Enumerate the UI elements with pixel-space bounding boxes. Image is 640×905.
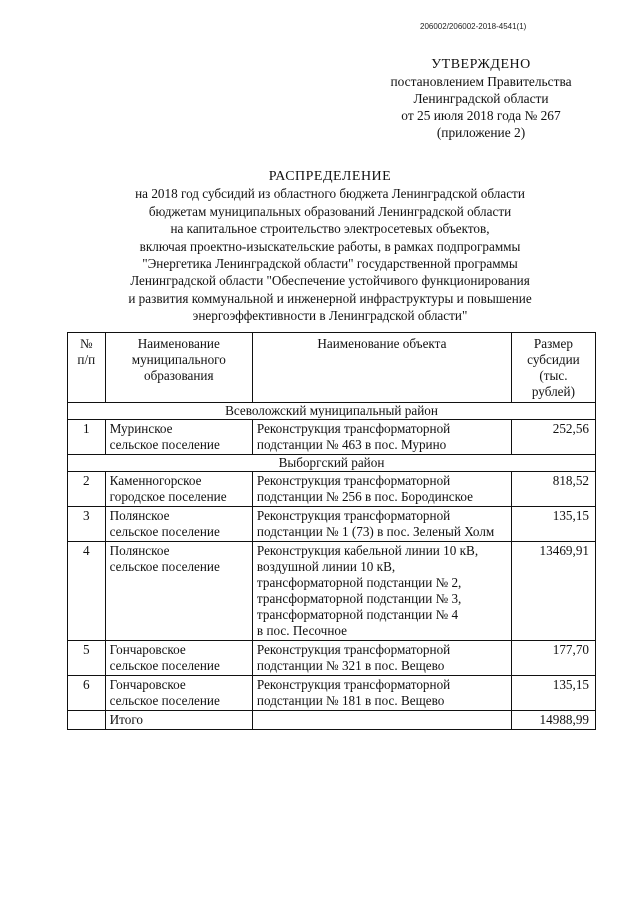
row-municipality: Муринское сельское поселение: [105, 420, 252, 455]
total-value: 14988,99: [511, 711, 595, 730]
row-num: 5: [68, 641, 106, 676]
table-row: [68, 542, 596, 641]
heading-line: и развития коммунальной и инженерной инфраструктуры и повышение: [128, 290, 532, 306]
table-total-row: [68, 711, 596, 730]
row-subsidy: 135,15: [511, 507, 595, 542]
row-num: 1: [68, 420, 106, 455]
row-object: Реконструкция трансформаторной подстанции № 321 в пос. Вещево: [252, 641, 511, 676]
row-object: Реконструкция трансформаторной подстанции № 256 в пос. Бородинское: [252, 472, 511, 507]
table-row: [68, 420, 596, 455]
table-group-row: [68, 403, 596, 420]
heading-line: энергоэффективности в Ленинградской области": [192, 308, 468, 324]
heading-line: Ленинградской области "Обеспечение устойчивого функционирования: [130, 273, 530, 289]
total-num: [68, 711, 106, 730]
row-object: Реконструкция кабельной линии 10 кВ, воздушной линии 10 кВ, трансформаторной подстанции № 2, трансформаторной подстанции № 3, трансформаторной подстанции № 4 в пос. Песочное: [252, 542, 511, 641]
table-header-row: [68, 333, 596, 403]
row-object: Реконструкция трансформаторной подстанции № 1 (73) в пос. Зеленый Холм: [252, 507, 511, 542]
approval-line: от 25 июля 2018 года № 267: [401, 108, 561, 123]
approval-block: [376, 56, 586, 141]
row-subsidy: 818,52: [511, 472, 595, 507]
table-row: [68, 676, 596, 711]
row-num: 6: [68, 676, 106, 711]
heading-line: на 2018 год субсидий из областного бюджета Ленинградской области: [135, 186, 525, 202]
approval-title: УТВЕРЖДЕНО: [431, 57, 531, 72]
row-subsidy: 177,70: [511, 641, 595, 676]
header-num: № п/п: [68, 333, 106, 403]
header-municipality: Наименование муниципального образования: [105, 333, 252, 403]
row-object: Реконструкция трансформаторной подстанции № 181 в пос. Вещево: [252, 676, 511, 711]
row-municipality: Гончаровское сельское поселение: [105, 641, 252, 676]
row-object: Реконструкция трансформаторной подстанции № 463 в пос. Мурино: [252, 420, 511, 455]
group-name: Выборгский район: [68, 455, 596, 472]
row-municipality: Полянское сельское поселение: [105, 507, 252, 542]
subsidy-table: [67, 332, 596, 730]
table-row: [68, 641, 596, 676]
total-object: [252, 711, 511, 730]
heading-line: включая проектно-изыскательские работы, в рамках подпрограммы: [139, 238, 521, 254]
table-row: [68, 472, 596, 507]
row-num: 2: [68, 472, 106, 507]
total-label: Итого: [105, 711, 252, 730]
row-municipality: Гончаровское сельское поселение: [105, 676, 252, 711]
approval-line: постановлением Правительства: [390, 74, 572, 89]
document-title: РАСПРЕДЕЛЕНИЕ: [268, 169, 392, 184]
row-municipality: Полянское сельское поселение: [105, 542, 252, 641]
group-name: Всеволожский муниципальный район: [68, 403, 596, 420]
approval-line: (приложение 2): [436, 125, 526, 140]
row-num: 4: [68, 542, 106, 641]
heading-line: бюджетам муниципальных образований Ленинградской области: [148, 203, 512, 219]
document-id: 206002/206002-2018-4541(1): [420, 22, 527, 31]
header-subsidy: Размер субсидии (тыс. рублей): [511, 333, 595, 403]
row-subsidy: 252,56: [511, 420, 595, 455]
approval-line: Ленинградской области: [413, 91, 549, 106]
document-heading: [95, 168, 565, 325]
row-subsidy: 13469,91: [511, 542, 595, 641]
row-num: 3: [68, 507, 106, 542]
heading-line: "Энергетика Ленинградской области" государственной программы: [142, 256, 518, 272]
row-municipality: Каменногорское городское поселение: [105, 472, 252, 507]
table-row: [68, 507, 596, 542]
heading-line: на капитальное строительство электросетевых объектов,: [170, 221, 490, 237]
row-subsidy: 135,15: [511, 676, 595, 711]
header-object: Наименование объекта: [252, 333, 511, 403]
table-group-row: [68, 455, 596, 472]
